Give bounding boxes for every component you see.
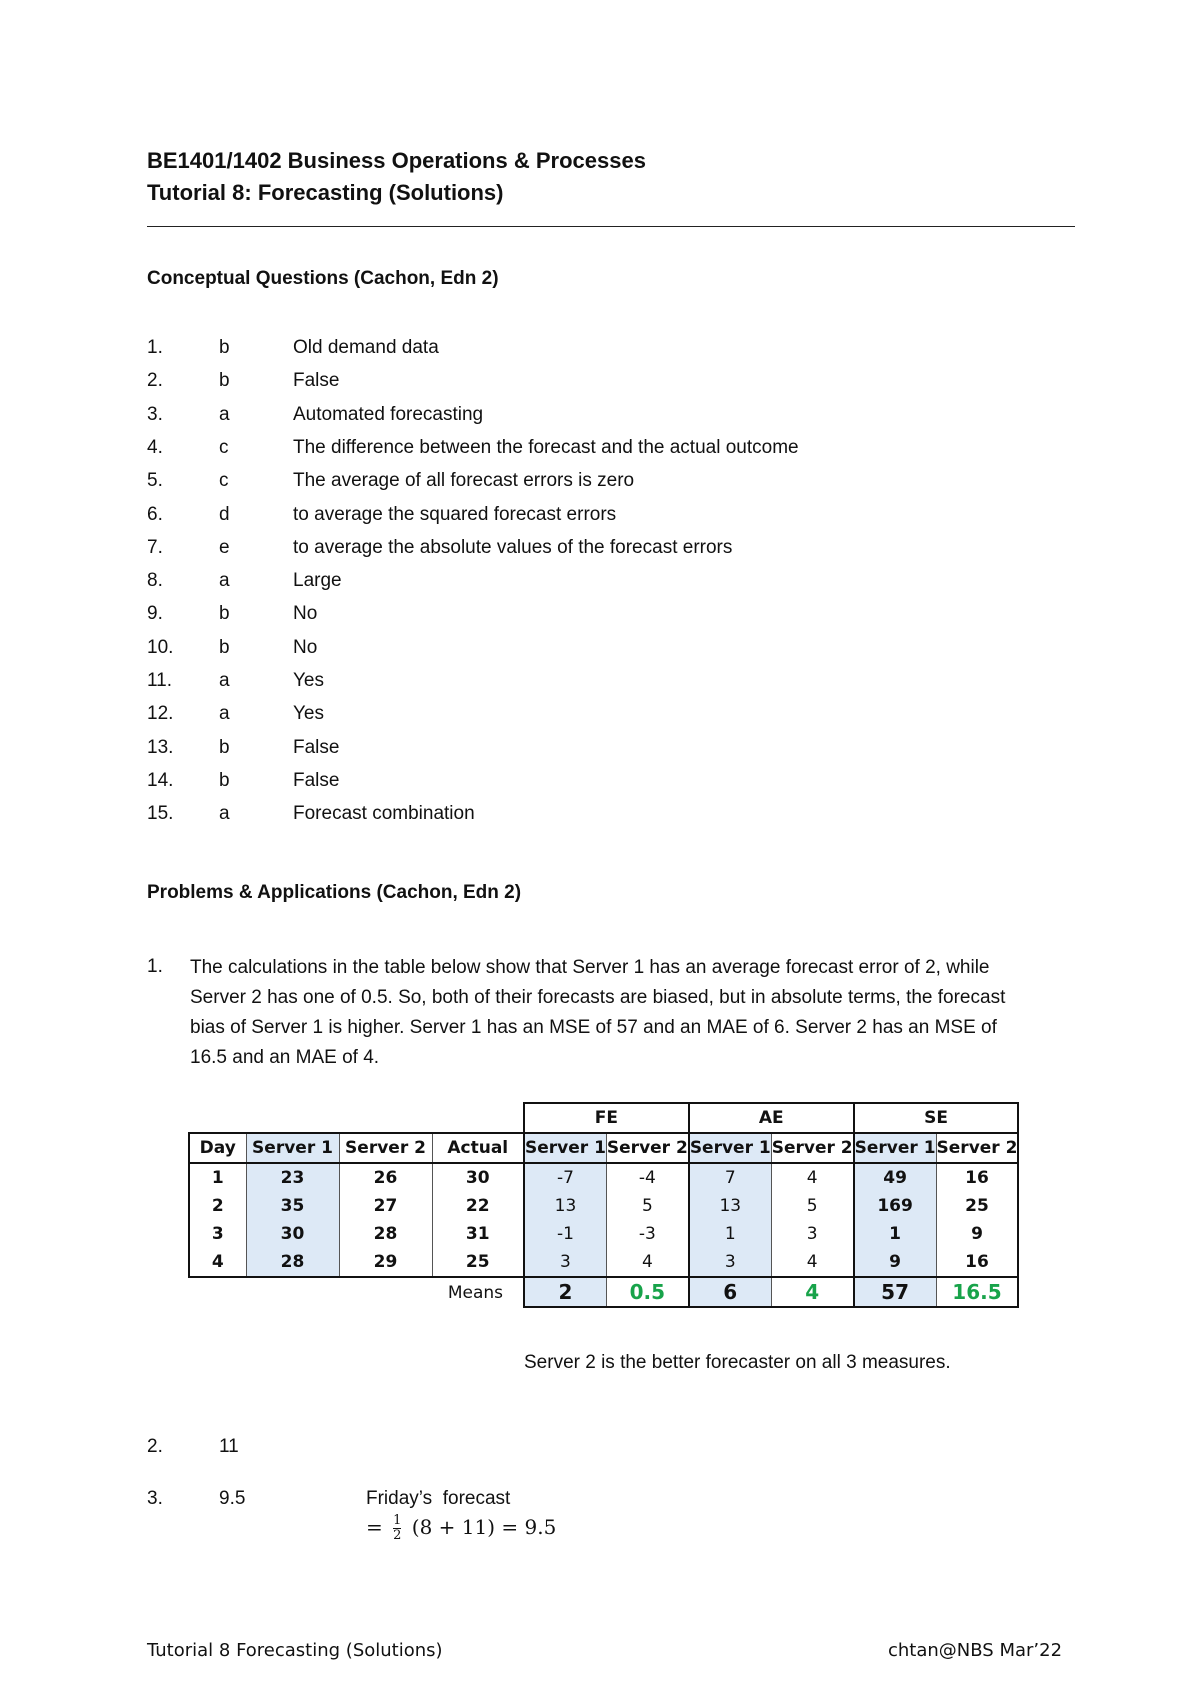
answer-number: 14. bbox=[147, 769, 174, 791]
mean-se-server1: 57 bbox=[854, 1277, 936, 1307]
col-header: Server 1 bbox=[854, 1133, 936, 1163]
table-cell: 26 bbox=[339, 1163, 432, 1192]
forecast-error-table bbox=[188, 1102, 1019, 1308]
answer-text: Yes bbox=[293, 670, 324, 691]
answer-number: 4. bbox=[147, 436, 163, 458]
col-header: Actual bbox=[432, 1133, 524, 1163]
problem-1-line: bias of Server 1 is higher. Server 1 has an MSE of 57 and an MAE of 6. Server 2 has an MSE of bbox=[190, 1017, 997, 1038]
answer-text: to average the squared forecast errors bbox=[293, 503, 617, 525]
answer-number: 9. bbox=[147, 603, 163, 625]
table-cell: 27 bbox=[339, 1192, 432, 1220]
answer-number: 1. bbox=[147, 337, 163, 358]
answer-letter: b bbox=[219, 636, 230, 658]
table-cell: 4 bbox=[771, 1163, 853, 1192]
answer-text: The difference between the forecast and the actual outcome bbox=[293, 436, 799, 458]
answer-number: 2. bbox=[147, 370, 163, 392]
problem-3-equation bbox=[366, 1514, 556, 1543]
answer-text: Large bbox=[293, 570, 342, 592]
table-cell: 3 bbox=[524, 1248, 606, 1277]
table-cell: 13 bbox=[689, 1192, 771, 1220]
mean-ae-server2: 4 bbox=[771, 1277, 853, 1307]
table-cell: 2 bbox=[189, 1192, 246, 1220]
answer-number: 5. bbox=[147, 470, 163, 492]
answer-text: Automated forecasting bbox=[293, 403, 484, 425]
frac-denominator: 2 bbox=[393, 1528, 402, 1543]
answer-number: 13. bbox=[147, 736, 174, 758]
col-header: Server 2 bbox=[936, 1133, 1018, 1163]
table-cell: 1 bbox=[854, 1220, 936, 1248]
table-cell: 4 bbox=[771, 1248, 853, 1277]
table-cell: -1 bbox=[524, 1220, 606, 1248]
table-cell: 4 bbox=[189, 1248, 246, 1277]
problem-1-line: The calculations in the table below show that Server 1 has an average forecast error of 2, while bbox=[190, 957, 990, 978]
table-cell: 3 bbox=[689, 1248, 771, 1277]
answer-number: 7. bbox=[147, 536, 163, 558]
answer-letter: b bbox=[219, 337, 230, 358]
answer-text: to average the absolute values of the forecast errors bbox=[293, 536, 733, 558]
answer-number: 12. bbox=[147, 703, 174, 725]
col-header: Server 2 bbox=[339, 1133, 432, 1163]
problem-1-number: 1. bbox=[147, 956, 163, 977]
table-cell: 9 bbox=[936, 1220, 1018, 1248]
answer-letter: a bbox=[219, 803, 230, 825]
answer-letter: a bbox=[219, 670, 230, 691]
table-cell: 30 bbox=[246, 1220, 339, 1248]
table-row bbox=[189, 1248, 1018, 1277]
table-cell: 49 bbox=[854, 1163, 936, 1192]
table-cell: 169 bbox=[854, 1192, 936, 1220]
col-header: Server 1 bbox=[689, 1133, 771, 1163]
table-cell: -3 bbox=[606, 1220, 688, 1248]
answer-text: False bbox=[293, 769, 340, 791]
table-cell: 35 bbox=[246, 1192, 339, 1220]
conclusion-note: Server 2 is the better forecaster on all 3 measures. bbox=[524, 1352, 951, 1373]
answer-text: Yes bbox=[293, 703, 324, 725]
answer-number: 3. bbox=[147, 403, 163, 425]
answer-number: 6. bbox=[147, 503, 163, 525]
problem-3-number: 3. bbox=[147, 1488, 163, 1509]
answer-number: 8. bbox=[147, 570, 163, 592]
group-fe: FE bbox=[524, 1103, 689, 1133]
table-row bbox=[189, 1220, 1018, 1248]
group-se: SE bbox=[854, 1103, 1019, 1133]
answer-text: Forecast combination bbox=[293, 803, 475, 825]
col-header: Server 1 bbox=[246, 1133, 339, 1163]
problem-2-answer: 11 bbox=[219, 1436, 239, 1457]
col-header: Server 1 bbox=[524, 1133, 606, 1163]
group-header-row bbox=[189, 1103, 1018, 1133]
answer-text: No bbox=[293, 636, 318, 658]
answer-letter: c bbox=[219, 470, 229, 492]
answer-text: No bbox=[293, 603, 318, 625]
problem-1-text bbox=[190, 953, 1090, 1073]
table-cell: 30 bbox=[432, 1163, 524, 1192]
table-cell: 1 bbox=[689, 1220, 771, 1248]
problems-heading: Problems & Applications (Cachon, Edn 2) bbox=[147, 882, 522, 903]
answer-letter: b bbox=[219, 736, 230, 758]
answer-text: The average of all forecast errors is zero bbox=[293, 470, 635, 492]
footer-left: Tutorial 8 Forecasting (Solutions) bbox=[147, 1640, 443, 1661]
footer-right: chtan@NBS Mar’22 bbox=[888, 1640, 1063, 1661]
problem-3-answer: 9.5 bbox=[219, 1488, 246, 1509]
table-cell: 23 bbox=[246, 1163, 339, 1192]
answer-letter: b bbox=[219, 769, 230, 791]
tutorial-title: Tutorial 8: Forecasting (Solutions) bbox=[147, 180, 504, 205]
column-header-row bbox=[189, 1133, 1018, 1163]
group-ae: AE bbox=[689, 1103, 854, 1133]
table-cell: 13 bbox=[524, 1192, 606, 1220]
table-cell: 28 bbox=[246, 1248, 339, 1277]
answer-text: Old demand data bbox=[293, 337, 439, 358]
answer-letter: c bbox=[219, 436, 229, 458]
table-cell: 16 bbox=[936, 1163, 1018, 1192]
table-cell: -7 bbox=[524, 1163, 606, 1192]
col-header: Day bbox=[189, 1133, 246, 1163]
header-divider bbox=[147, 226, 1075, 227]
table-cell: -4 bbox=[606, 1163, 688, 1192]
table-cell: 25 bbox=[936, 1192, 1018, 1220]
table-cell: 3 bbox=[771, 1220, 853, 1248]
answer-number: 10. bbox=[147, 636, 174, 658]
table-cell: 29 bbox=[339, 1248, 432, 1277]
table-cell: 28 bbox=[339, 1220, 432, 1248]
mean-fe-server2: 0.5 bbox=[606, 1277, 688, 1307]
mean-se-server2: 16.5 bbox=[936, 1277, 1018, 1307]
problem-2-number: 2. bbox=[147, 1436, 163, 1457]
table-row bbox=[189, 1192, 1018, 1220]
frac-numerator: 1 bbox=[393, 1513, 402, 1528]
table-cell: 25 bbox=[432, 1248, 524, 1277]
answer-number: 15. bbox=[147, 803, 174, 825]
conceptual-heading: Conceptual Questions (Cachon, Edn 2) bbox=[147, 268, 499, 289]
answer-letter: d bbox=[219, 503, 230, 525]
mean-fe-server1: 2 bbox=[524, 1277, 606, 1307]
table-cell: 4 bbox=[606, 1248, 688, 1277]
table-cell: 31 bbox=[432, 1220, 524, 1248]
answer-letter: b bbox=[219, 603, 230, 625]
answer-number: 11. bbox=[147, 670, 173, 691]
mean-ae-server1: 6 bbox=[689, 1277, 771, 1307]
table-cell: 5 bbox=[771, 1192, 853, 1220]
answer-text: False bbox=[293, 370, 340, 392]
answer-letter: a bbox=[219, 403, 230, 425]
problem-1-line: Server 2 has one of 0.5. So, both of their forecasts are biased, but in absolute terms, the forecast bbox=[190, 987, 1006, 1008]
table-cell: 16 bbox=[936, 1248, 1018, 1277]
eq-prefix: = bbox=[366, 1515, 383, 1539]
table-cell: 9 bbox=[854, 1248, 936, 1277]
problem-3-label: Friday’s forecast bbox=[366, 1488, 511, 1509]
means-label: Means bbox=[189, 1277, 524, 1307]
problem-1-line: 16.5 and an MAE of 4. bbox=[190, 1047, 380, 1068]
answer-letter: e bbox=[219, 536, 230, 558]
answer-letter: a bbox=[219, 570, 230, 592]
half-fraction bbox=[393, 1514, 401, 1543]
table-cell: 1 bbox=[189, 1163, 246, 1192]
table-cell: 22 bbox=[432, 1192, 524, 1220]
table-row bbox=[189, 1163, 1018, 1192]
answer-text: False bbox=[293, 736, 340, 758]
table-cell: 3 bbox=[189, 1220, 246, 1248]
table-cell: 7 bbox=[689, 1163, 771, 1192]
col-header: Server 2 bbox=[606, 1133, 688, 1163]
eq-rest: (8 + 11) = 9.5 bbox=[411, 1515, 557, 1539]
answer-letter: b bbox=[219, 370, 230, 392]
table-cell: 5 bbox=[606, 1192, 688, 1220]
course-title: BE1401/1402 Business Operations & Processes bbox=[147, 148, 646, 173]
means-row bbox=[189, 1277, 1018, 1307]
col-header: Server 2 bbox=[771, 1133, 853, 1163]
answer-letter: a bbox=[219, 703, 230, 725]
